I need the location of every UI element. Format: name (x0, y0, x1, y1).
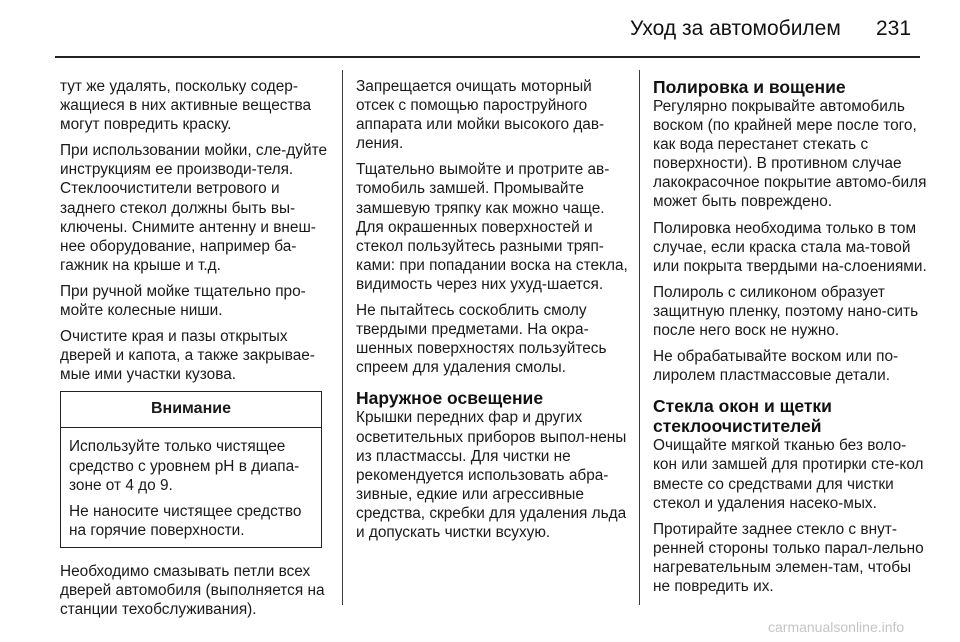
body-paragraph: Очистите края и пазы открытых дверей и капота, а также закрывае-мые ими участки кузова. (60, 328, 315, 384)
column-divider-2 (639, 70, 640, 605)
watermark: carmanualsonline.info (768, 619, 905, 635)
warning-title: Внимание (61, 392, 321, 428)
column-divider-1 (342, 70, 343, 605)
body-paragraph: Необходимо смазывать петли всех дверей автомобиля (выполняется на станции техобслуживания). (60, 562, 325, 619)
column-1 (60, 77, 330, 626)
section-heading-windows-wipers: Стекла окон и щетки стеклоочистителей (653, 396, 832, 437)
body-paragraph: При использовании мойки, сле-дуйте инструкциям ее производи-теля. Стеклоочистители ветрового и заднего стекол должны быть вы-ключены. Снимите антенну и внеш-нее оборудование, например ба-гажник на крыше и т.д. (60, 142, 328, 274)
warning-paragraph: Используйте только чистящее средство с уровнем pH в диапа-зоне от 4 до 9. (69, 438, 300, 494)
body-paragraph: Протирайте заднее стекло с внут-ренней стороны только парал-лельно нагревательным элемен-там, чтобы не повредить их. (653, 520, 924, 595)
body-paragraph: Тщательно вымойте и протрите ав-томобиль замшей. Промывайте замшевую тряпку как можно чаще. Для окрашенных поверхностей и стекол пользуйтесь разными тряп-ками: при попадании воска на стекла, видимость через них ухуд-шается. (356, 161, 628, 293)
body-paragraph: тут же удалять, поскольку содер-жащиеся в них активные вещества могут повредить краску. (60, 78, 312, 134)
body-paragraph: Полировка необходима только в том случае, если краска стала ма-товой или покрыта твердыми на-слоениями. (653, 219, 927, 275)
body-paragraph: Не обрабатывайте воском или по-лиролем пластмассовые детали. (653, 348, 899, 385)
body-paragraph: При ручной мойке тщательно про-мойте колесные ниши. (60, 282, 306, 320)
body-paragraph: Регулярно покрывайте автомобиль воском (по крайней мере после того, как вода перестанет стекать с поверхности). В противном случае лакокрасочное покрытие автомо-биля может быть повреждено. (653, 98, 927, 211)
column-3 (653, 77, 928, 603)
column-2 (356, 77, 628, 549)
page-number: 231 (876, 17, 912, 40)
page-title: Уход за автомобилем (630, 17, 841, 40)
warning-body (61, 428, 321, 539)
warning-box (60, 391, 322, 547)
section-heading-exterior-lighting: Наружное освещение (356, 388, 544, 409)
body-paragraph: Запрещается очищать моторный отсек с помощью пароструйного аппарата или мойки высокого дав-ления. (356, 78, 605, 153)
warning-paragraph: Не наносите чистящее средство на горячие поверхности. (69, 502, 302, 539)
body-paragraph: Очищайте мягкой тканью без воло-кон или замшей для протирки сте-кол вместе со средствами для чистки стекол и удаления насеко-мых. (653, 437, 924, 512)
body-paragraph: Не пытайтесь соскоблить смолу твердыми предметами. На окра-шенных поверхностях пользуйтесь спреем для удаления смолы. (356, 302, 607, 377)
body-paragraph: Крышки передних фар и других осветительных приборов выпол-нены из пластмассы. Для чистки не рекомендуется использовать абра-зивные, едкие или агрессивные средства, скребки для удаления льда и допускать чистки всухую. (356, 409, 627, 541)
body-paragraph: Полироль с силиконом образует защитную пленку, поэтому нано-сить после него воск не нужно. (653, 283, 919, 340)
section-heading-polishing: Полировка и вощение (653, 77, 846, 97)
header-divider (55, 56, 920, 58)
